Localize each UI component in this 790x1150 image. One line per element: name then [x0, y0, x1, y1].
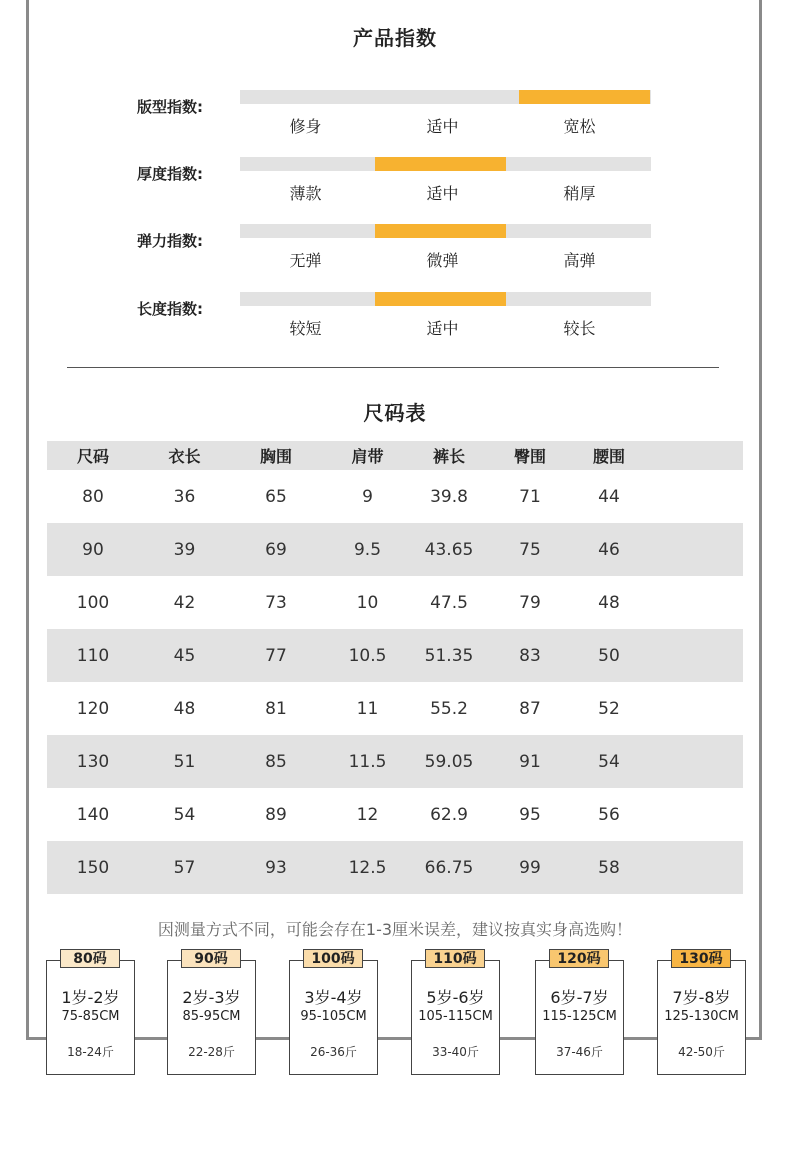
table-cell: 91: [485, 735, 575, 788]
table-cell: 110: [47, 629, 139, 682]
size-recommend-card: [411, 960, 500, 1075]
index-option-label: 高弹: [563, 251, 596, 270]
index-option-label: 宽松: [563, 117, 596, 136]
size-badge: 120码: [549, 949, 609, 968]
size-badge: 90码: [181, 949, 241, 968]
size-chart-header-filler: [643, 441, 743, 470]
table-cell: 43.65: [413, 523, 485, 576]
table-cell-filler: [643, 629, 743, 682]
table-cell: 44: [598, 486, 620, 507]
table-cell: 9: [362, 486, 373, 507]
table-cell: 81: [265, 698, 287, 719]
table-cell-filler: [643, 788, 743, 841]
table-cell: 51: [139, 735, 230, 788]
card-age: 2岁-3岁: [182, 988, 241, 1007]
table-cell: 100: [76, 592, 110, 613]
index-row: [0, 224, 790, 284]
size-chart-header-cell: 胸围: [230, 441, 322, 470]
index-option-label: 适中: [426, 319, 459, 338]
index-row: [0, 90, 790, 150]
index-row: [0, 292, 790, 352]
table-cell-filler: [643, 523, 743, 576]
index-option-label: 无弹: [289, 251, 322, 270]
size-recommend-card: [657, 960, 746, 1075]
index-option-label: 适中: [426, 184, 459, 203]
table-row: [47, 470, 743, 523]
table-cell: 89: [265, 804, 287, 825]
table-cell: 79: [519, 592, 541, 613]
table-cell: 51.35: [413, 629, 485, 682]
card-age: 7岁-8岁: [672, 988, 731, 1007]
table-cell-filler: [643, 470, 743, 523]
table-cell: 46: [575, 523, 643, 576]
table-row: [47, 682, 743, 735]
card-height: 105-115CM: [418, 1009, 493, 1024]
table-row: [47, 523, 743, 576]
size-recommend-card: [167, 960, 256, 1075]
table-cell-filler: [643, 682, 743, 735]
size-chart-header-cell: 尺码: [47, 441, 139, 470]
index-bar-segment: [240, 292, 371, 306]
index-bar-segment: [375, 90, 506, 104]
index-bar-selected-segment: [519, 90, 650, 104]
size-chart-header-cell: 衣长: [139, 441, 230, 470]
card-weight: 33-40斤: [432, 1045, 479, 1059]
index-bar: [240, 292, 651, 306]
index-option-label: 修身: [289, 117, 322, 136]
table-row: [47, 735, 743, 788]
table-cell: 9.5: [322, 523, 413, 576]
measurement-note: 因测量方式不同，可能会存在1-3厘米误差，建议按真实身高选购！: [157, 920, 633, 939]
table-cell: 39: [139, 523, 230, 576]
size-chart-title: 尺码表: [363, 401, 427, 425]
index-label: 长度指数:: [137, 300, 203, 318]
table-cell: 39.8: [430, 486, 468, 507]
table-cell: 150: [47, 841, 139, 894]
table-cell: 85: [230, 735, 322, 788]
index-bar-segment: [240, 224, 371, 238]
table-cell-filler: [643, 576, 743, 629]
size-badge: 110码: [425, 949, 485, 968]
product-index-title: 产品指数: [353, 26, 437, 50]
size-chart-table: [47, 441, 743, 894]
table-cell: 66.75: [413, 841, 485, 894]
table-cell: 58: [575, 841, 643, 894]
table-cell-filler: [643, 841, 743, 894]
table-cell: 10.5: [322, 629, 413, 682]
index-bar-segment: [240, 157, 371, 171]
card-height: 75-85CM: [61, 1009, 120, 1024]
index-bar-segment: [519, 292, 650, 306]
index-bar: [240, 157, 651, 171]
table-cell: 75: [485, 523, 575, 576]
table-cell: 87: [519, 698, 541, 719]
table-row: [47, 841, 743, 894]
table-cell: 11: [356, 698, 379, 719]
size-chart-header-row: [47, 441, 743, 470]
table-cell: 95: [519, 804, 541, 825]
table-cell: 90: [47, 523, 139, 576]
table-cell: 42: [173, 592, 196, 613]
index-option-label: 薄款: [289, 184, 322, 203]
index-label: 弹力指数:: [137, 232, 203, 250]
table-cell: 54: [173, 804, 196, 825]
card-age: 1岁-2岁: [61, 988, 120, 1007]
table-cell: 93: [230, 841, 322, 894]
index-option-label: 适中: [426, 117, 459, 136]
table-cell: 47.5: [430, 592, 468, 613]
index-option-label: 稍厚: [563, 184, 596, 203]
size-chart-header-cell: 肩带: [322, 441, 413, 470]
table-cell-filler: [643, 735, 743, 788]
size-badge: 80码: [60, 949, 120, 968]
table-cell: 11.5: [322, 735, 413, 788]
index-bar-segment: [519, 224, 650, 238]
index-option-label: 较短: [289, 319, 322, 338]
index-bar-selected-segment: [375, 157, 506, 171]
card-height: 85-95CM: [182, 1009, 241, 1024]
index-bar-selected-segment: [375, 292, 506, 306]
size-recommend-card: [535, 960, 624, 1075]
table-cell: 55.2: [430, 698, 468, 719]
table-cell: 57: [139, 841, 230, 894]
table-cell: 12: [356, 804, 379, 825]
table-cell: 62.9: [430, 804, 468, 825]
table-cell: 48: [598, 592, 620, 613]
card-age: 3岁-4岁: [304, 988, 363, 1007]
index-option-label: 微弹: [426, 251, 459, 270]
table-cell: 12.5: [322, 841, 413, 894]
section-divider: [67, 367, 719, 368]
table-cell: 71: [519, 486, 541, 507]
card-weight: 22-28斤: [188, 1045, 235, 1059]
size-badge: 100码: [303, 949, 363, 968]
card-weight: 42-50斤: [678, 1045, 725, 1059]
size-recommend-card: [289, 960, 378, 1075]
index-row: [0, 157, 790, 217]
card-weight: 26-36斤: [310, 1045, 357, 1059]
size-chart-header-cell: 腰围: [575, 441, 643, 470]
table-row: [47, 576, 743, 629]
table-cell: 59.05: [413, 735, 485, 788]
index-bar-selected-segment: [375, 224, 506, 238]
table-cell: 120: [76, 698, 110, 719]
size-chart-header-cell: 裤长: [413, 441, 485, 470]
index-bar: [240, 224, 651, 238]
index-bar: [240, 90, 651, 104]
card-age: 6岁-7岁: [550, 988, 609, 1007]
table-cell: 140: [76, 804, 110, 825]
table-cell: 77: [230, 629, 322, 682]
card-height: 125-130CM: [664, 1009, 739, 1024]
table-cell: 69: [230, 523, 322, 576]
card-height: 95-105CM: [300, 1009, 367, 1024]
table-row: [47, 629, 743, 682]
table-cell: 54: [575, 735, 643, 788]
index-bar-segment: [240, 90, 371, 104]
table-cell: 48: [173, 698, 196, 719]
table-cell: 65: [265, 486, 287, 507]
size-chart-header-cell: 臀围: [485, 441, 575, 470]
index-option-label: 较长: [563, 319, 596, 338]
card-weight: 37-46斤: [556, 1045, 603, 1059]
card-age: 5岁-6岁: [426, 988, 485, 1007]
table-cell: 83: [485, 629, 575, 682]
table-cell: 130: [47, 735, 139, 788]
table-cell: 10: [356, 592, 379, 613]
table-cell: 73: [265, 592, 287, 613]
table-cell: 45: [139, 629, 230, 682]
table-cell: 99: [485, 841, 575, 894]
table-cell: 80: [82, 486, 104, 507]
table-cell: 36: [173, 486, 196, 507]
size-recommend-card: [46, 960, 135, 1075]
table-cell: 56: [598, 804, 620, 825]
index-label: 厚度指数:: [137, 165, 203, 183]
table-cell: 52: [598, 698, 620, 719]
card-weight: 18-24斤: [67, 1045, 114, 1059]
index-bar-segment: [519, 157, 650, 171]
size-badge: 130码: [671, 949, 731, 968]
card-height: 115-125CM: [542, 1009, 617, 1024]
table-row: [47, 788, 743, 841]
index-label: 版型指数:: [137, 98, 203, 116]
table-cell: 50: [575, 629, 643, 682]
